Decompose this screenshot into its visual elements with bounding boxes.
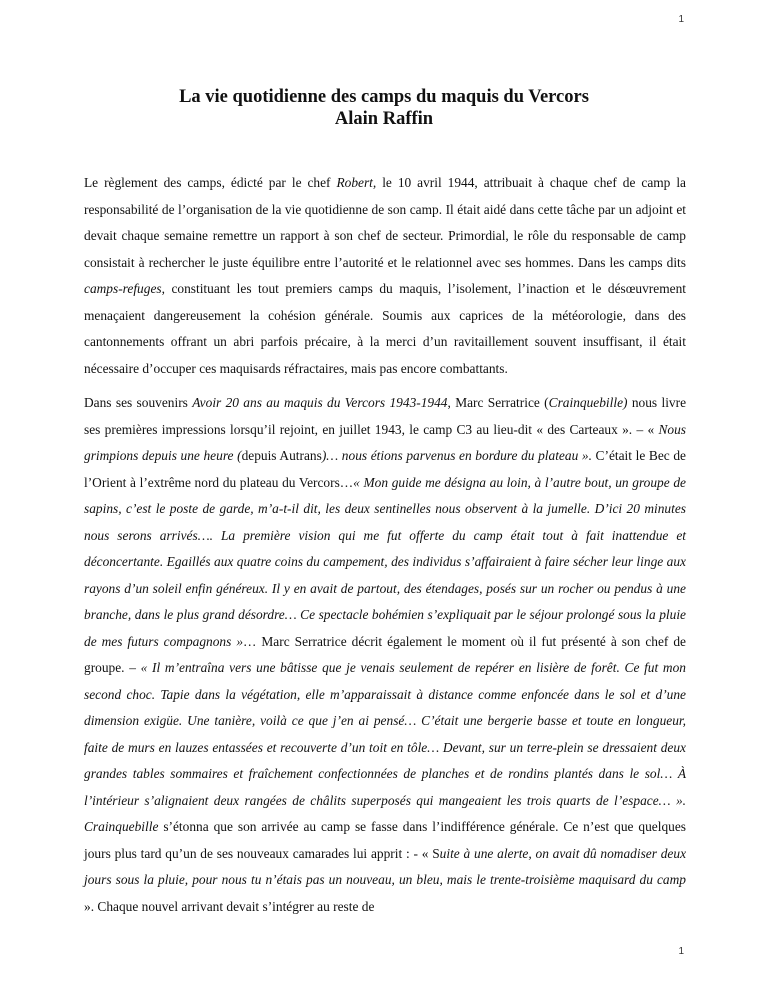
page-number-bottom: 1 [678,946,684,957]
document-title: La vie quotidienne des camps du maquis du Vercors [179,87,589,107]
quote-1b: )… nous étions parvenus en bordure du plateau ». [321,448,592,463]
document-author: Alain Raffin [334,109,434,129]
italic-name: Robert, [336,175,377,190]
nickname: Crainquebille) [548,395,628,410]
quote-2: « Mon guide me désigna au loin, à l’autre bout, un groupe de sapins, c’est le poste de garde, m’a-t-il dit, les deux sentinelles nous observent à la jumelle. D’ici 20 minutes nous serons arrivés…. La première vision qui me fut offerte du camp était tout à fait inattendue et déconcertante. Egaillés aux quatre coins du campement, des individus s’affairaient à faire sécher leur linge aux rayons d’un soleil enfin généreux. Il y en avait de partout, des étendages, posés sur un rocher ou pendus à une branche, dans le plus grand désordre… Ce spectacle bohémien s’expliquait par le séjour prolongé sous la pluie de mes futurs compagnons » [84,474,686,649]
italic-term: camps-refuges [84,281,162,296]
quote-3: « Il m’entraîna vers une bâtisse que je venais seulement de repérer en lisière de forêt. Ce fut mon second choc. Tapie dans la végétation, elle m’apparaissait à distance comme enfoncée dans le sol et d’une dimension exigüe. Une tanière, voilà ce que j’en ai pensé… C’était une bergerie basse et toute en longueur, faite de murs en lauzes entassées et recouverte d’un toit en tôle… Devant, sur un terre-plein se dressaient deux grandes tables sommaires et fraîchement confectionnées de planches et de rondins plantés dans le sol… À l’intérieur s’alignaient deux rangées de châlits superposés qui mangeaient les trois quarts de l’espace… ». [84,660,686,808]
paragraph-2: Dans ses souvenirs Avoir 20 ans au maquis du Vercors 1943-1944, Marc Serratrice (Crainquebille) nous livre ses premières impressions lorsqu’il rejoint, en juillet 1943, le camp C3 au lieu-dit « des Carteaux ». – « Nous grimpions depuis une heure (depuis Autrans)… nous étions parvenus en bordure du plateau ». C’était le Bec de l’Orient à l’extrême nord du plateau du Vercors…« Mon guide me désigna au loin, à l’autre bout, un groupe de sapins, c’est le poste de garde, m’a-t-il dit, les deux sentinelles nous observent à la jumelle. D’ici 20 minutes nous serons arrivés…. La première vision qui me fut offerte du camp était tout à fait inattendue et déconcertante. Egaillés aux quatre coins du campement, des individus s’affairaient à faire sécher leur linge aux rayons d’un soleil enfin généreux. Il y en avait de partout, des étendages, posés sur un rocher ou pendus à une branche, dans le plus grand désordre… Ce spectacle bohémien s’expliquait par le séjour prolongé sous la pluie de mes futurs compagnons »… Marc Serratrice décrit également le moment où il fut présenté à son chef de groupe. – « Il m’entraîna vers une bâtisse que je venais seulement de repérer en lisière de forêt. Ce fut mon second choc. Tapie dans la végétation, elle m’apparaissait à distance comme enfoncée dans le sol et d’une dimension exigüe. Une tanière, voilà ce que j’en ai pensé… C’était une bergerie basse et toute en longueur, faite de murs en lauzes entassées et recouverte d’un toit en tôle… Devant, sur un terre-plein se dressaient deux grandes tables sommaires et fraîchement confectionnées de planches et de rondins plantés dans le sol… À l’intérieur s’alignaient deux rangées de châlits superposés qui mangeaient les trois quarts de l’espace… ». Crainquebille s’étonna que son arrivée au camp se fasse dans l’indifférence générale. Ce n’est que quelques jours plus tard qu’un de ses nouveaux camarades lui apprit : - « Suite à une alerte, on avait dû nomadiser deux jours sous la pluie, pour nous tu n’étais pas un nouveau, un bleu, mais le trente-troisième maquisard du camp ». Chaque nouvel arrivant devait s’intégrer au reste de [84,395,687,914]
quote-4: uite à une alerte, on avait dû nomadiser deux jours sous la pluie, pour nous tu n’étais pas un nouveau, un bleu, mais le trente-troisième maquisard du camp [84,845,687,887]
title-block [0,86,768,130]
page-number-top: 1 [678,14,684,25]
book-title: Avoir 20 ans au maquis du Vercors 1943-1944 [192,395,448,410]
paragraph-1: Le règlement des camps, édicté par le chef Robert, le 10 avril 1944, attribuait à chaque chef de camp la responsabilité de l’organisation de la vie quotidienne de son camp. Il était aidé dans cette tâche par un adjoint et devait chaque semaine remettre un rapport à son chef de secteur. Primordial, le rôle du responsable de camp consistait à rechercher le juste équilibre entre l’autorité et le relationnel avec ses hommes. Dans les camps dits camps-refuges, constituant les tout premiers camps du maquis, l’isolement, l’inaction et le désœuvrement menaçaient dangereusement la cohésion générale. Soumis aux caprices de la météorologie, dans des cantonnements offrant un abri parfois précaire, à la merci d’un ravitaillement souvent insuffisant, il était nécessaire d’occuper ces maquisards réfractaires, mais pas encore combattants. [84,175,686,376]
nickname-2: Crainquebille [84,819,159,834]
quote-1a: Nous grimpions depuis une heure ( [84,421,686,463]
body-text [84,170,686,920]
